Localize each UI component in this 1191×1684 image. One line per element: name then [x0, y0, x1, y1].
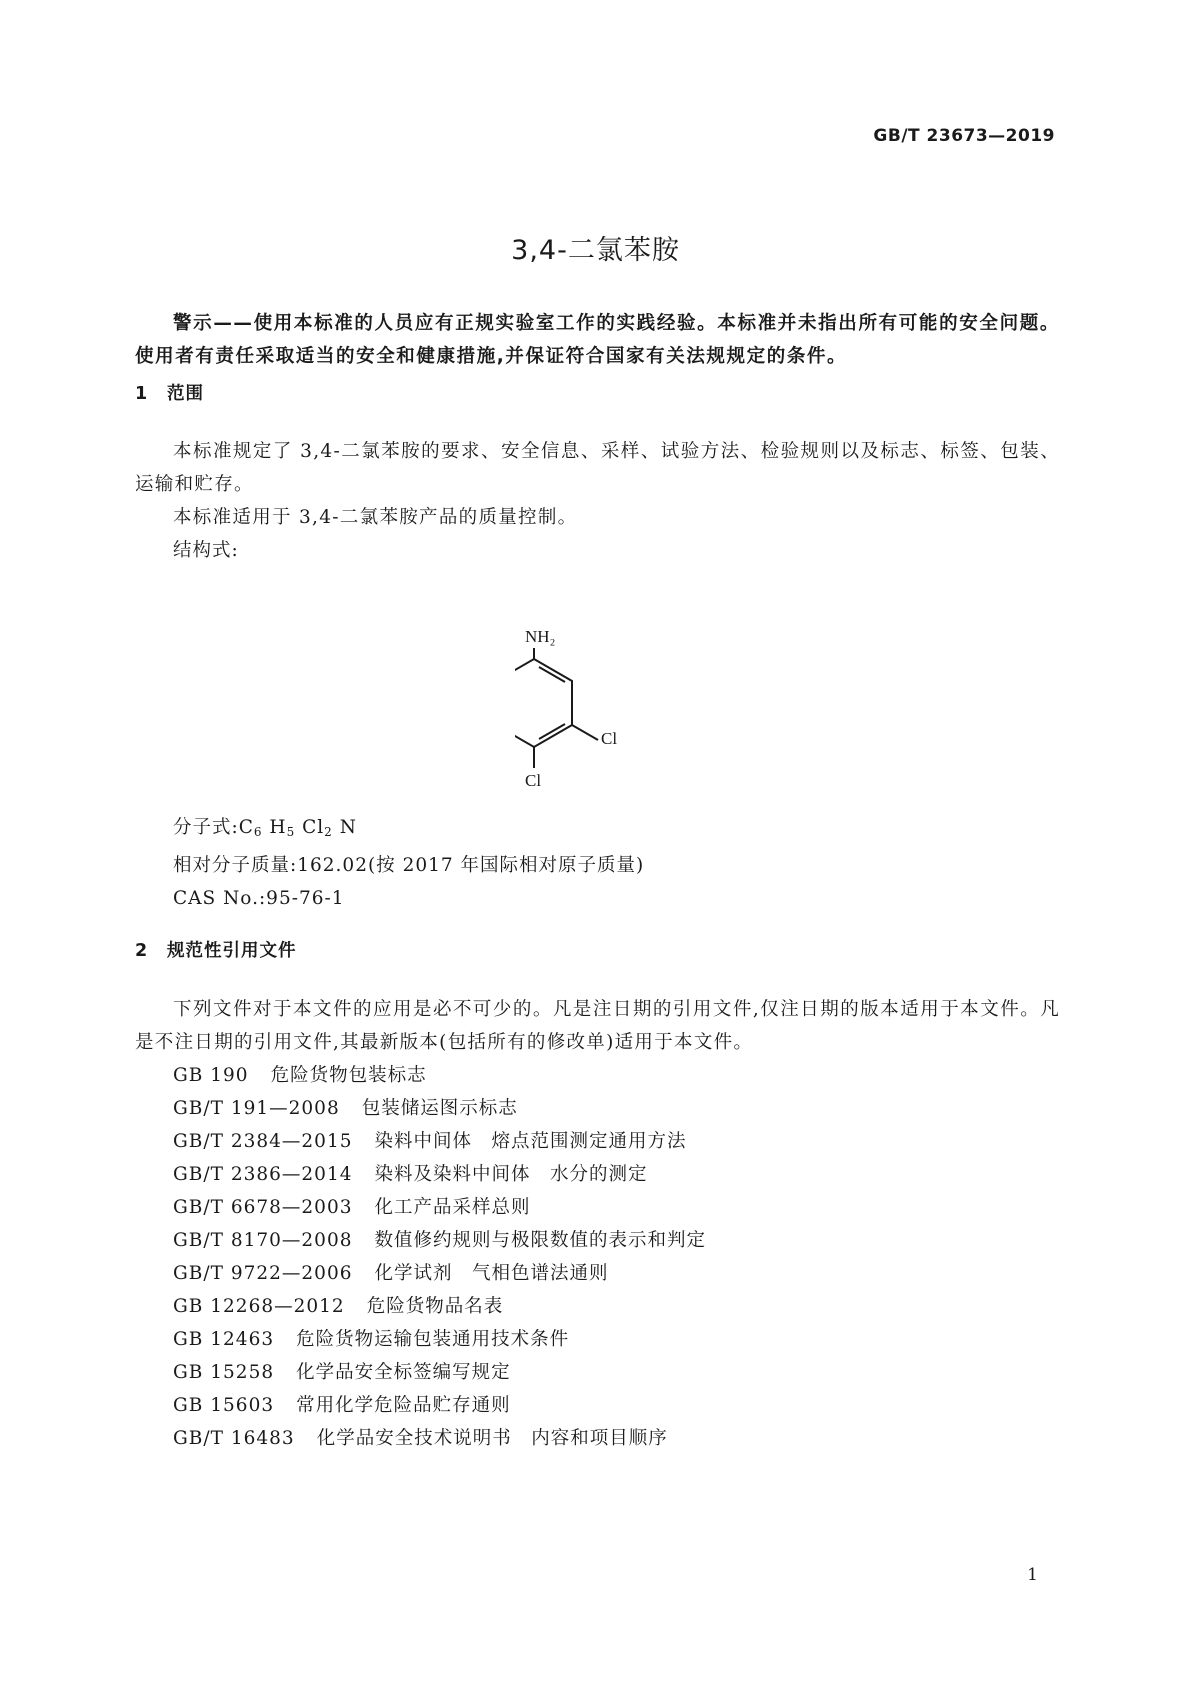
reference-item — [135, 1422, 1060, 1455]
formula-h-subscript: 5 — [286, 825, 296, 839]
section-1-title: 范围 — [167, 384, 204, 404]
reference-code: GB 15603 — [173, 1395, 275, 1416]
section-1-number: 1 — [135, 384, 149, 404]
reference-item — [135, 1323, 1060, 1356]
reference-code: GB/T 2384—2015 — [173, 1131, 353, 1152]
applicability-paragraph: 本标准适用于 3,4-二氯苯胺产品的质量控制。 — [173, 507, 578, 528]
reference-title: 化工产品采样总则 — [374, 1197, 531, 1218]
formula-n: N — [339, 817, 357, 838]
amino-group-label: NH₂ — [525, 630, 556, 646]
section-1-body — [135, 435, 1060, 567]
warning-paragraph: 警示——使用本标准的人员应有正规实验室工作的实践经验。本标准并未指出所有可能的安全问题。使用者有责任采取适当的安全和健康措施,并保证符合国家有关法规规定的条件。 — [135, 313, 1060, 367]
reference-list — [135, 1059, 1060, 1455]
reference-title: 危险货物品名表 — [366, 1296, 504, 1317]
reference-code: GB/T 9722—2006 — [173, 1263, 353, 1284]
standard-number: GB/T 23673—2019 — [873, 126, 1055, 146]
chloro-group-label-3: Cl — [601, 729, 618, 748]
reference-title: 危险货物运输包装通用技术条件 — [296, 1329, 570, 1350]
reference-title: 常用化学危险品贮存通则 — [296, 1395, 511, 1416]
section-2-number: 2 — [135, 941, 149, 961]
reference-title: 染料及染料中间体 水分的测定 — [374, 1164, 648, 1185]
reference-title: 化学品安全标签编写规定 — [296, 1362, 511, 1383]
reference-item — [135, 1389, 1060, 1422]
reference-item — [135, 1224, 1060, 1257]
reference-title: 染料中间体 熔点范围测定通用方法 — [374, 1131, 687, 1152]
section-2-title: 规范性引用文件 — [167, 941, 297, 961]
benzene-ring — [515, 648, 598, 768]
scope-paragraph: 本标准规定了 3,4-二氯苯胺的要求、安全信息、采样、试验方法、检验规则以及标志、标签、包装、运输和贮存。 — [135, 441, 1060, 495]
formula-cl: Cl — [302, 817, 325, 838]
reference-code: GB 12268—2012 — [173, 1296, 345, 1317]
reference-item — [135, 1290, 1060, 1323]
formula-c: C — [238, 817, 254, 838]
reference-title: 数值修约规则与极限数值的表示和判定 — [374, 1230, 707, 1251]
section-2-body — [135, 993, 1060, 1455]
reference-item — [135, 1092, 1060, 1125]
reference-title: 化学试剂 气相色谱法通则 — [374, 1263, 609, 1284]
section-1-heading — [135, 380, 204, 405]
reference-code: GB 15258 — [173, 1362, 275, 1383]
reference-code: GB/T 2386—2014 — [173, 1164, 353, 1185]
reference-code: GB/T 6678—2003 — [173, 1197, 353, 1218]
molecular-formula — [135, 811, 1060, 849]
reference-code: GB/T 16483 — [173, 1428, 295, 1449]
reference-code: GB 12463 — [173, 1329, 275, 1350]
page-number: 1 — [1027, 1565, 1038, 1585]
relative-molecular-mass: 相对分子质量:162.02(按 2017 年国际相对原子质量) — [173, 855, 645, 876]
reference-item — [135, 1191, 1060, 1224]
compound-properties — [135, 811, 1060, 915]
formula-c-subscript: 6 — [253, 825, 263, 839]
document-title: 3,4-二氯苯胺 — [511, 235, 680, 266]
reference-title: 危险货物包装标志 — [270, 1065, 427, 1086]
chloro-group-label-4: Cl — [525, 771, 542, 790]
structure-label: 结构式: — [173, 540, 239, 561]
reference-code: GB/T 191—2008 — [173, 1098, 340, 1119]
reference-title: 包装储运图示标志 — [361, 1098, 518, 1119]
reference-item — [135, 1059, 1060, 1092]
section-2-heading — [135, 937, 297, 962]
formula-h: H — [269, 817, 287, 838]
references-intro: 下列文件对于本文件的应用是必不可少的。凡是注日期的引用文件,仅注日期的版本适用于本文件。凡是不注日期的引用文件,其最新版本(包括所有的修改单)适用于本文件。 — [135, 999, 1060, 1053]
reference-code: GB 190 — [173, 1065, 249, 1086]
reference-item — [135, 1125, 1060, 1158]
reference-item — [135, 1356, 1060, 1389]
reference-item — [135, 1158, 1060, 1191]
reference-code: GB/T 8170—2008 — [173, 1230, 353, 1251]
reference-item — [135, 1257, 1060, 1290]
formula-cl-subscript: 2 — [324, 825, 333, 839]
cas-number: CAS No.:95-76-1 — [173, 888, 345, 909]
formula-label: 分子式: — [173, 817, 239, 838]
reference-title: 化学品安全技术说明书 内容和项目顺序 — [316, 1428, 668, 1449]
